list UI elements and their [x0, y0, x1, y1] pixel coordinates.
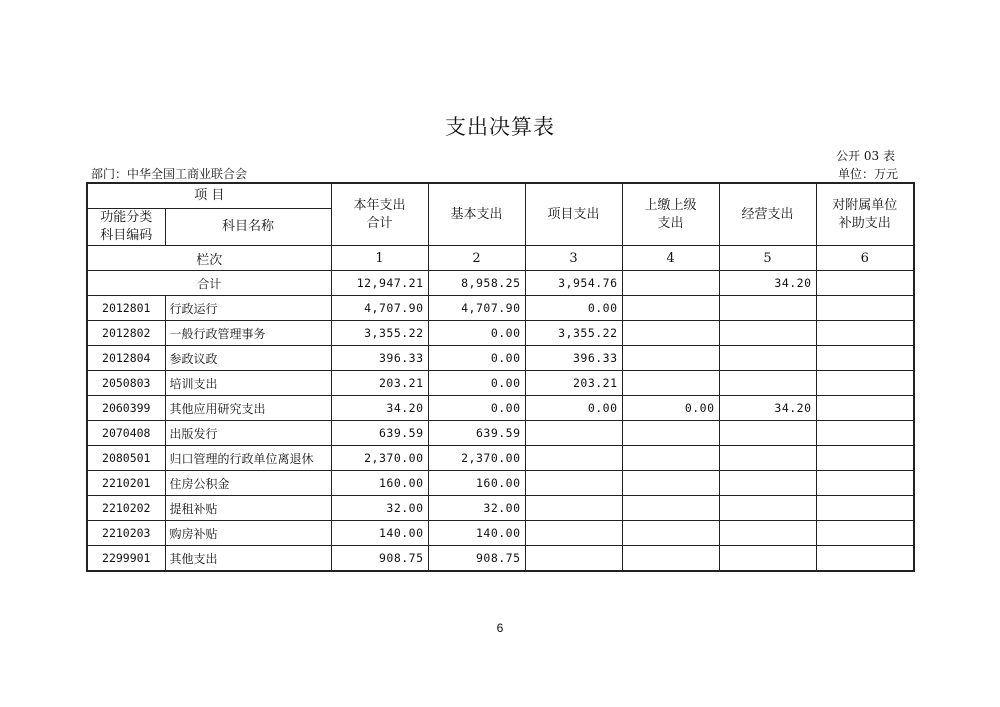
column-number-label: 栏次 — [87, 246, 331, 271]
header-total-text: 本年支出 合计 — [353, 197, 406, 231]
amount-cell — [719, 346, 816, 371]
amount-cell: 203.21 — [331, 371, 428, 396]
amount-cell: 160.00 — [428, 471, 525, 496]
amount-cell: 160.00 — [331, 471, 428, 496]
column-number-row — [87, 246, 914, 271]
subject-name: 行政运行 — [165, 296, 331, 321]
amount-cell — [719, 296, 816, 321]
amount-cell — [719, 446, 816, 471]
amount-cell: 2,370.00 — [428, 446, 525, 471]
amount-cell: 0.00 — [428, 396, 525, 421]
subject-name: 其他应用研究支出 — [165, 396, 331, 421]
amount-cell: 140.00 — [331, 521, 428, 546]
subject-name: 一般行政管理事务 — [165, 321, 331, 346]
amount-cell: 639.59 — [331, 421, 428, 446]
amount-cell — [719, 521, 816, 546]
summary-value: 34.20 — [719, 271, 816, 296]
subject-name: 出版发行 — [165, 421, 331, 446]
amount-cell: 908.75 — [331, 546, 428, 572]
amount-cell — [719, 321, 816, 346]
amount-cell — [622, 371, 719, 396]
header-upper-text: 上缴上级 支出 — [644, 197, 697, 231]
header-upper — [622, 183, 719, 246]
amount-cell: 639.59 — [428, 421, 525, 446]
table-row — [87, 546, 914, 572]
department-label: 部门：中华全国工商业联合会 — [91, 167, 248, 181]
amount-cell: 34.20 — [331, 396, 428, 421]
amount-cell: 3,355.22 — [525, 321, 622, 346]
header-business: 经营支出 — [719, 183, 816, 246]
amount-cell — [816, 446, 914, 471]
amount-cell — [719, 471, 816, 496]
table-row — [87, 446, 914, 471]
amount-cell: 140.00 — [428, 521, 525, 546]
amount-cell: 0.00 — [525, 396, 622, 421]
page-title: 支出决算表 — [445, 115, 555, 139]
subject-code: 2060399 — [87, 396, 165, 421]
subject-code: 2012801 — [87, 296, 165, 321]
amount-cell — [816, 321, 914, 346]
amount-cell: 3,355.22 — [331, 321, 428, 346]
subject-name: 归口管理的行政单位离退休 — [165, 446, 331, 471]
summary-value: 8,958.25 — [428, 271, 525, 296]
amount-cell — [525, 496, 622, 521]
amount-cell — [719, 546, 816, 572]
subject-code: 2210203 — [87, 521, 165, 546]
summary-row — [87, 271, 914, 296]
subject-code: 2070408 — [87, 421, 165, 446]
amount-cell — [816, 546, 914, 572]
amount-cell — [622, 421, 719, 446]
table-row — [87, 421, 914, 446]
page-number: 6 — [496, 621, 504, 635]
subject-name: 提租补贴 — [165, 496, 331, 521]
column-number: 3 — [525, 246, 622, 271]
amount-cell — [622, 496, 719, 521]
header-basic: 基本支出 — [428, 183, 525, 246]
amount-cell: 396.33 — [525, 346, 622, 371]
amount-cell — [622, 446, 719, 471]
amount-cell — [816, 346, 914, 371]
summary-value — [816, 271, 914, 296]
expenditure-table — [86, 182, 915, 572]
amount-cell — [816, 421, 914, 446]
unit-label: 单位：万元 — [837, 167, 898, 181]
amount-cell: 0.00 — [622, 396, 719, 421]
subject-name: 购房补贴 — [165, 521, 331, 546]
subject-code: 2050803 — [87, 371, 165, 396]
summary-value: 3,954.76 — [525, 271, 622, 296]
header-project: 项 目 — [87, 183, 331, 209]
subject-code: 2012804 — [87, 346, 165, 371]
amount-cell — [525, 421, 622, 446]
amount-cell: 908.75 — [428, 546, 525, 572]
amount-cell — [816, 521, 914, 546]
amount-cell — [525, 471, 622, 496]
amount-cell — [622, 321, 719, 346]
amount-cell — [816, 296, 914, 321]
amount-cell: 34.20 — [719, 396, 816, 421]
amount-cell — [816, 396, 914, 421]
header-subject-name: 科目名称 — [165, 209, 331, 246]
header-total — [331, 183, 428, 246]
column-number: 6 — [816, 246, 914, 271]
subject-name: 参政议政 — [165, 346, 331, 371]
amount-cell: 2,370.00 — [331, 446, 428, 471]
table-row — [87, 346, 914, 371]
table-row — [87, 521, 914, 546]
amount-cell: 32.00 — [428, 496, 525, 521]
amount-cell — [525, 446, 622, 471]
table-row — [87, 321, 914, 346]
amount-cell — [622, 471, 719, 496]
column-number: 1 — [331, 246, 428, 271]
column-number: 4 — [622, 246, 719, 271]
table-row — [87, 496, 914, 521]
subject-code: 2080501 — [87, 446, 165, 471]
subject-name: 培训支出 — [165, 371, 331, 396]
summary-label: 合计 — [87, 271, 331, 296]
amount-cell: 4,707.90 — [428, 296, 525, 321]
amount-cell: 203.21 — [525, 371, 622, 396]
table-row — [87, 371, 914, 396]
amount-cell: 0.00 — [428, 321, 525, 346]
summary-value — [622, 271, 719, 296]
amount-cell — [719, 421, 816, 446]
subject-name: 其他支出 — [165, 546, 331, 572]
table-row — [87, 396, 914, 421]
column-number: 2 — [428, 246, 525, 271]
amount-cell: 0.00 — [428, 371, 525, 396]
amount-cell: 4,707.90 — [331, 296, 428, 321]
table-row — [87, 296, 914, 321]
amount-cell — [816, 371, 914, 396]
amount-cell: 32.00 — [331, 496, 428, 521]
subject-code: 2299901 — [87, 546, 165, 572]
form-number: 公开 03 表 — [836, 149, 895, 163]
amount-cell — [816, 496, 914, 521]
amount-cell — [719, 371, 816, 396]
amount-cell — [719, 496, 816, 521]
table-row — [87, 471, 914, 496]
amount-cell: 0.00 — [428, 346, 525, 371]
subject-code: 2012802 — [87, 321, 165, 346]
header-subsidy-text: 对附属单位 补助支出 — [832, 197, 898, 231]
amount-cell — [622, 346, 719, 371]
amount-cell — [622, 296, 719, 321]
subject-code: 2210201 — [87, 471, 165, 496]
amount-cell — [622, 521, 719, 546]
amount-cell — [622, 546, 719, 572]
subject-name: 住房公积金 — [165, 471, 331, 496]
summary-value: 12,947.21 — [331, 271, 428, 296]
column-number: 5 — [719, 246, 816, 271]
amount-cell — [525, 546, 622, 572]
header-project-exp: 项目支出 — [525, 183, 622, 246]
header-func-code-text: 功能分类 科目编码 — [100, 210, 153, 243]
amount-cell — [816, 471, 914, 496]
header-func-code — [87, 209, 165, 246]
amount-cell: 396.33 — [331, 346, 428, 371]
amount-cell: 0.00 — [525, 296, 622, 321]
subject-code: 2210202 — [87, 496, 165, 521]
amount-cell — [525, 521, 622, 546]
header-subsidy — [816, 183, 914, 246]
